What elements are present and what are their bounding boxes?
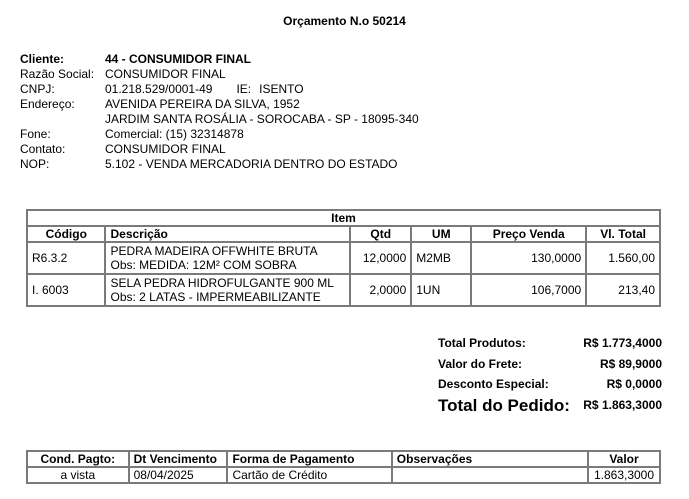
payment-valor: 1.863,3000 [588,467,660,483]
customer-info [20,52,419,172]
payment-header-row [27,451,660,467]
nop-label: NOP: [20,157,50,171]
item-total: 1.560,00 [586,242,660,274]
totals-block [438,336,662,417]
item-codigo: R6.3.2 [27,242,105,274]
item-descricao [105,274,350,306]
header-vencimento: Dt Vencimento [129,451,228,467]
item-um: M2MB [411,242,471,274]
table-row [27,467,660,483]
item-codigo: I. 6003 [27,274,105,306]
item-um: 1UN [411,274,471,306]
payment-obs [392,467,588,483]
frete-label: Valor do Frete: [438,357,523,371]
header-codigo: Código [27,226,105,242]
frete-value: R$ 89,9000 [599,357,662,371]
total-pedido-value: R$ 1.863,3000 [583,398,662,412]
payment-vencimento: 08/04/2025 [129,467,228,483]
cliente-row [20,52,419,67]
item-desc-obs: Obs: 2 LATAS - IMPERMEABILIZANTE [110,290,321,304]
total-pedido-label: Total do Pedido: [438,396,570,415]
header-cond-pagto: Cond. Pagto: [27,451,129,467]
table-row [27,274,660,306]
payment-cond: a vista [27,467,129,483]
fone-label: Fone: [20,127,51,141]
total-produtos-label: Total Produtos: [438,336,526,350]
ie-label: IE: [236,82,252,96]
endereco-row-2 [20,112,419,127]
table-row [27,242,660,274]
desconto-value: R$ 0,0000 [606,377,662,391]
header-preco: Preço Venda [471,226,586,242]
fone-row [20,127,419,142]
ie-value: ISENTO [259,82,304,96]
endereco-line-2: JARDIM SANTA ROSÁLIA - SOROCABA - SP - 18095-340 [105,112,419,126]
total-produtos-value: R$ 1.773,4000 [583,336,662,350]
cnpj-value: 01.218.529/0001-49 [105,82,213,96]
header-descricao: Descrição [105,226,350,242]
header-total: Vl. Total [586,226,660,242]
cnpj-row [20,82,419,97]
razao-label: Razão Social: [20,67,95,81]
payment-forma: Cartão de Crédito [227,467,391,483]
contato-label: Contato: [20,142,66,156]
cliente-label: Cliente: [20,52,65,66]
cnpj-label: CNPJ: [20,82,55,96]
items-section-title: Item [27,210,660,226]
item-desc-name: SELA PEDRA HIDROFULGANTE 900 ML [110,276,334,290]
items-header-row [27,226,660,242]
header-forma: Forma de Pagamento [227,451,391,467]
item-qtd: 12,0000 [350,242,411,274]
items-table [26,209,661,307]
fone-value: Comercial: (15) 32314878 [105,127,244,141]
nop-value: 5.102 - VENDA MERCADORIA DENTRO DO ESTADO [105,157,398,171]
item-descricao [105,242,350,274]
cliente-value: 44 - CONSUMIDOR FINAL [105,52,252,66]
header-valor: Valor [588,451,660,467]
item-desc-name: PEDRA MADEIRA OFFWHITE BRUTA [110,244,318,258]
contato-row [20,142,419,157]
header-qtd: Qtd [350,226,411,242]
endereco-line-1: AVENIDA PEREIRA DA SILVA, 1952 [105,97,300,111]
desconto-label: Desconto Especial: [438,377,549,391]
item-preco: 106,7000 [471,274,586,306]
item-total: 213,40 [586,274,660,306]
header-um: UM [411,226,471,242]
contato-value: CONSUMIDOR FINAL [105,142,226,156]
razao-row [20,67,419,82]
document-title: Orçamento N.o 50214 [283,14,406,28]
header-observacoes: Observações [392,451,588,467]
item-preco: 130,0000 [471,242,586,274]
razao-value: CONSUMIDOR FINAL [105,67,226,81]
endereco-label: Endereço: [20,97,75,111]
nop-row [20,157,419,172]
item-qtd: 2,0000 [350,274,411,306]
endereco-row [20,97,419,112]
payment-table [26,450,661,484]
item-desc-obs: Obs: MEDIDA: 12M² COM SOBRA [110,258,297,272]
